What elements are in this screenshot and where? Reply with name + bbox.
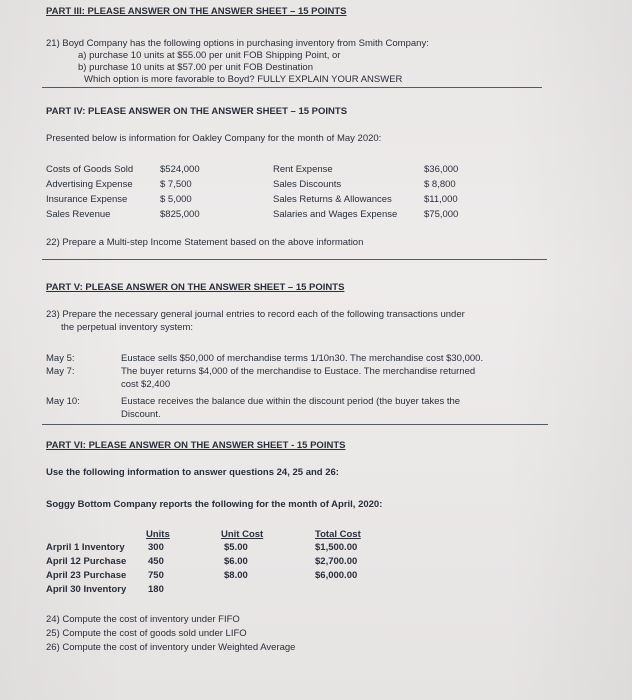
table-row-label: April 30 Inventory xyxy=(46,584,127,595)
account-label: Insurance Expense xyxy=(46,194,128,205)
table-header: Total Cost xyxy=(315,529,361,540)
table-cell: $1,500.00 xyxy=(315,542,358,553)
table-cell: $2,700.00 xyxy=(315,556,358,567)
part6-heading: PART VI: PLEASE ANSWER ON THE ANSWER SHEET - 15 POINTS xyxy=(46,440,346,451)
part6-instruction: Use the following information to answer questions 24, 25 and 26: xyxy=(46,467,339,478)
table-cell: 180 xyxy=(148,584,164,595)
transaction-date: May 10: xyxy=(46,396,80,407)
table-cell: 300 xyxy=(148,542,164,553)
transaction-text: Eustace receives the balance due within the discount period (the buyer takes the xyxy=(121,396,461,407)
table-header: Units xyxy=(146,529,170,540)
divider xyxy=(42,259,547,260)
account-label: Sales Returns & Allowances xyxy=(273,194,392,205)
q22-text: 22) Prepare a Multi-step Income Statement based on the above information xyxy=(46,237,364,248)
table-cell: 750 xyxy=(148,570,164,581)
q21-question: Which option is more favorable to Boyd? FULLY EXPLAIN YOUR ANSWER xyxy=(84,74,403,85)
table-header: Unit Cost xyxy=(221,529,264,540)
q21-text: 21) Boyd Company has the following options in purchasing inventory from Smith Company: xyxy=(46,38,429,49)
account-value: $ 8,800 xyxy=(424,179,456,190)
table-cell: $6,000.00 xyxy=(315,570,358,581)
transaction-text: Discount. xyxy=(121,409,161,420)
table-row-label: April 23 Purchase xyxy=(46,570,127,581)
account-value: $ 7,500 xyxy=(160,179,192,190)
table-row-label: April 12 Purchase xyxy=(46,556,127,567)
account-value: $524,000 xyxy=(160,164,200,175)
account-label: Sales Discounts xyxy=(273,179,342,190)
transaction-text: cost $2,400 xyxy=(121,379,171,390)
q21-option-a: a) purchase 10 units at $55.00 per unit FOB Shipping Point, or xyxy=(78,50,341,61)
part4-intro: Presented below is information for Oakley Company for the month of May 2020: xyxy=(46,133,382,144)
account-label: Advertising Expense xyxy=(46,179,133,190)
question-24: 24) Compute the cost of inventory under FIFO xyxy=(46,614,240,625)
table-row-label: Arpril 1 Inventory xyxy=(46,542,125,553)
account-value: $75,000 xyxy=(424,209,459,220)
account-label: Costs of Goods Sold xyxy=(46,164,134,175)
divider xyxy=(42,424,548,425)
table-cell: $5.00 xyxy=(224,542,248,553)
account-label: Salaries and Wages Expense xyxy=(273,209,398,220)
account-value: $825,000 xyxy=(160,209,200,220)
account-value: $ 5,000 xyxy=(160,194,192,205)
question-25: 25) Compute the cost of goods sold under LIFO xyxy=(46,628,247,639)
divider xyxy=(42,87,542,88)
account-value: $36,000 xyxy=(424,164,459,175)
transaction-date: May 7: xyxy=(46,366,75,377)
table-cell: $6.00 xyxy=(224,556,248,567)
table-cell: 450 xyxy=(148,556,164,567)
part4-heading: PART IV: PLEASE ANSWER ON THE ANSWER SHEET – 15 POINTS xyxy=(46,106,348,117)
part6-intro: Soggy Bottom Company reports the following for the month of April, 2020: xyxy=(46,499,383,510)
q23-line1: 23) Prepare the necessary general journal entries to record each of the following transactions under xyxy=(46,309,465,320)
account-label: Rent Expense xyxy=(273,164,333,175)
transaction-date: May 5: xyxy=(46,353,75,364)
part5-heading: PART V: PLEASE ANSWER ON THE ANSWER SHEET – 15 POINTS xyxy=(46,282,345,293)
transaction-text: The buyer returns $4,000 of the merchandise to Eustace. The merchandise returned xyxy=(121,366,476,377)
question-26: 26) Compute the cost of inventory under Weighted Average xyxy=(46,642,296,653)
table-cell: $8.00 xyxy=(224,570,248,581)
part3-heading: PART III: PLEASE ANSWER ON THE ANSWER SHEET – 15 POINTS xyxy=(46,6,347,17)
transaction-text: Eustace sells $50,000 of merchandise terms 1/10n30. The merchandise cost $30,000. xyxy=(121,353,484,364)
q23-line2: the perpetual inventory system: xyxy=(61,322,194,333)
account-value: $11,000 xyxy=(424,194,458,205)
q21-option-b: b) purchase 10 units at $57.00 per unit FOB Destination xyxy=(78,62,313,73)
account-label: Sales Revenue xyxy=(46,209,111,220)
